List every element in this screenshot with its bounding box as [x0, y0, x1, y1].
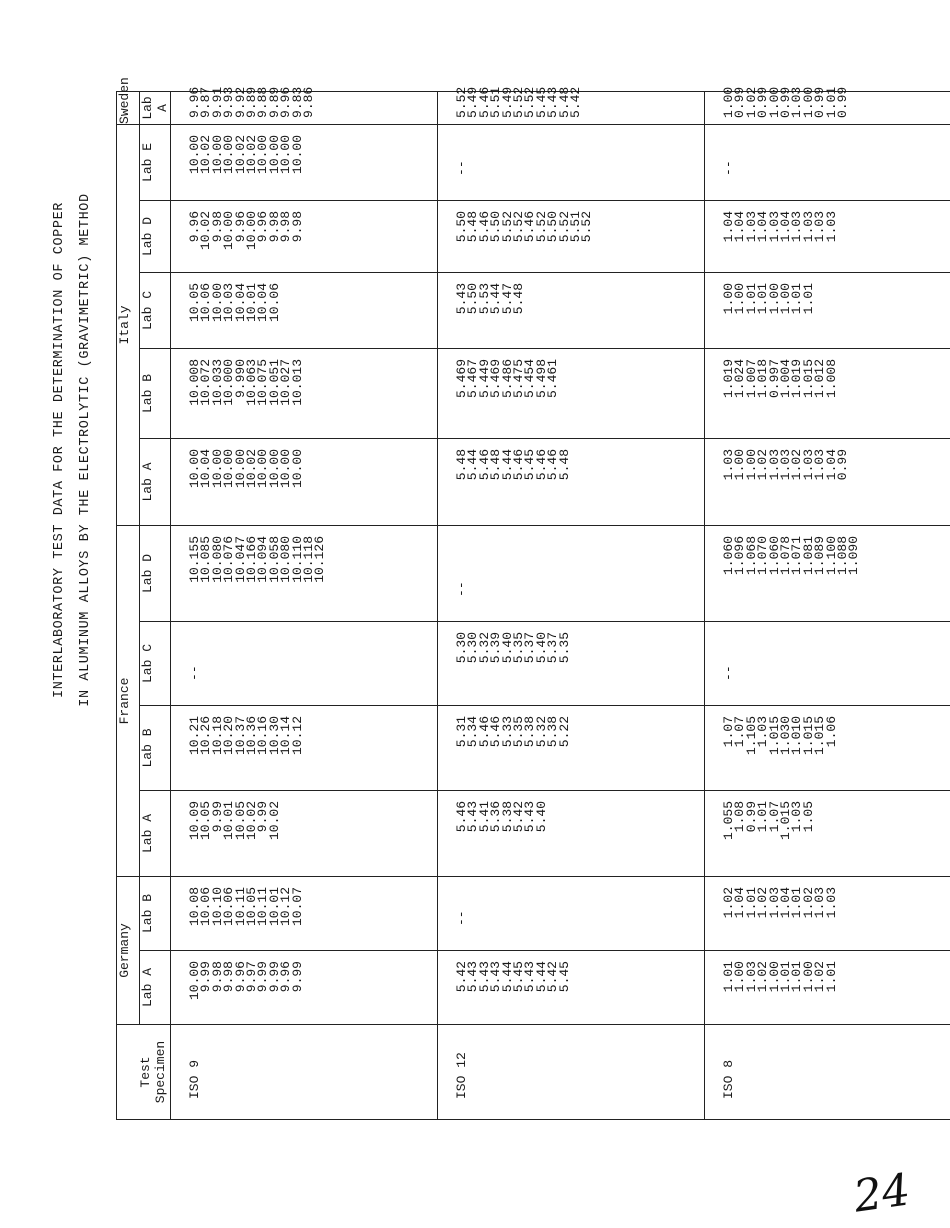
value-cell: 1.04 1.04 1.03 1.04 1.03 1.04 1.03 1.03 1.03 1.03: [705, 200, 950, 272]
value-cell: 1.060 1.096 1.068 1.070 1.060 1.078 1.071 1.081 1.089 1.100 1.088 1.090: [705, 525, 950, 621]
header-country-sweden: Sweden: [117, 91, 140, 124]
header-lab: Lab E: [140, 124, 171, 200]
value-cell: 1.019 1.024 1.007 1.018 0.997 1.004 1.019 1.015 1.012 1.008: [705, 348, 950, 438]
header-lab: Lab A: [140, 951, 171, 1025]
data-table-container: [116, 77, 932, 1120]
value-cell: 10.08 10.06 10.10 10.06 10.11 10.05 10.11 10.01 10.12 10.07: [171, 876, 438, 950]
title-line-2: IN ALUMINUM ALLOYS BY THE ELECTROLYTIC (GRAVIMETRIC) METHOD: [78, 193, 93, 707]
value-cell: 1.055 1.08 0.99 1.01 1.07 1.015 1.03 1.05: [705, 790, 950, 876]
value-cell: 1.00 0.99 1.02 0.99 1.00 0.99 1.03 1.00 0.99 1.01 0.99: [705, 91, 950, 124]
value-cell: 1.07 1.07 1.105 1.03 1.015 1.030 1.010 1.015 1.015 1.06: [705, 705, 950, 790]
header-country-italy: Italy: [117, 124, 140, 525]
data-table: [116, 77, 950, 1120]
specimen-cell: ISO 8: [705, 1025, 950, 1120]
header-lab: Lab D: [140, 525, 171, 621]
value-cell: 5.30 5.30 5.32 5.39 5.40 5.35 5.37 5.40 5.37 5.35: [438, 621, 705, 705]
value-cell: 5.48 5.44 5.46 5.48 5.44 5.46 5.45 5.46 5.46 5.48: [438, 438, 705, 525]
value-cell: 9.96 10.02 9.98 10.00 9.96 10.00 9.96 9.98 9.98 9.98: [171, 200, 438, 272]
page-title: [50, 0, 100, 1228]
value-cell: --: [438, 876, 705, 950]
header-lab: Lab C: [140, 621, 171, 705]
value-cell: 5.42 5.43 5.43 5.43 5.44 5.45 5.43 5.44 5.42 5.45: [438, 951, 705, 1025]
header-lab: Lab D: [140, 200, 171, 272]
table-row: [438, 91, 705, 1119]
value-cell: 1.01 1.00 1.03 1.02 1.00 1.01 1.01 1.00 1.02 1.01: [705, 951, 950, 1025]
value-cell: --: [705, 124, 950, 200]
value-cell: 1.00 1.00 1.01 1.01 1.00 1.00 1.01 1.01: [705, 272, 950, 348]
value-cell: 5.469 5.467 5.449 5.469 5.486 5.475 5.454 5.498 5.461: [438, 348, 705, 438]
value-cell: 1.03 1.00 1.00 1.02 1.03 1.03 1.02 1.03 1.03 1.04 0.99: [705, 438, 950, 525]
table-row: [171, 91, 438, 1119]
value-cell: --: [705, 621, 950, 705]
value-cell: --: [171, 621, 438, 705]
header-country-germany: Germany: [117, 876, 140, 1024]
table-row: [705, 91, 950, 1119]
value-cell: 10.00 9.99 9.98 9.98 9.96 9.97 9.99 9.99 9.96 9.99: [171, 951, 438, 1025]
handwritten-page-number: 24: [850, 1164, 914, 1223]
value-cell: 10.00 10.04 10.00 10.00 10.00 10.02 10.00 10.00 10.00 10.00: [171, 438, 438, 525]
value-cell: 9.96 9.87 9.91 9.93 9.92 9.89 9.88 9.89 9.96 9.83 9.86: [171, 91, 438, 124]
header-lab: Lab A: [140, 91, 171, 124]
value-cell: 5.52 5.49 5.46 5.51 5.49 5.52 5.52 5.45 5.43 5.48 5.42: [438, 91, 705, 124]
specimen-cell: ISO 12: [438, 1025, 705, 1120]
value-cell: 10.05 10.06 10.00 10.03 10.04 10.01 10.04 10.06: [171, 272, 438, 348]
header-lab: Lab B: [140, 876, 171, 950]
value-cell: 10.00 10.02 10.00 10.00 10.02 10.02 10.00 10.00 10.00 10.00: [171, 124, 438, 200]
header-test-specimen: Test Specimen: [117, 1025, 171, 1120]
value-cell: 5.43 5.50 5.53 5.44 5.47 5.48: [438, 272, 705, 348]
value-cell: 10.21 10.26 10.18 10.20 10.37 10.36 10.16 10.30 10.14 10.12: [171, 705, 438, 790]
value-cell: 5.50 5.48 5.46 5.50 5.52 5.52 5.46 5.52 5.50 5.52 5.51 5.52: [438, 200, 705, 272]
header-lab: Lab B: [140, 348, 171, 438]
value-cell: 10.09 10.05 9.99 10.01 10.05 10.02 9.99 10.02: [171, 790, 438, 876]
header-lab: Lab A: [140, 790, 171, 876]
specimen-cell: ISO 9: [171, 1025, 438, 1120]
value-cell: --: [438, 525, 705, 621]
title-line-1: INTERLABORATORY TEST DATA FOR THE DETERMINATION OF COPPER: [52, 202, 67, 698]
value-cell: 1.02 1.04 1.01 1.02 1.03 1.04 1.01 1.02 1.03 1.03: [705, 876, 950, 950]
value-cell: 5.46 5.43 5.41 5.36 5.38 5.42 5.43 5.40: [438, 790, 705, 876]
value-cell: 10.008 10.072 10.033 10.000 9.990 10.063 10.075 10.051 10.027 10.013: [171, 348, 438, 438]
header-lab: Lab A: [140, 438, 171, 525]
header-country-france: France: [117, 525, 140, 876]
header-lab: Lab C: [140, 272, 171, 348]
header-lab: Lab B: [140, 705, 171, 790]
value-cell: 10.155 10.085 10.080 10.076 10.047 10.166 10.094 10.058 10.080 10.110 10.118 10.126: [171, 525, 438, 621]
value-cell: --: [438, 124, 705, 200]
value-cell: 5.31 5.34 5.46 5.46 5.33 5.35 5.38 5.32 5.38 5.22: [438, 705, 705, 790]
